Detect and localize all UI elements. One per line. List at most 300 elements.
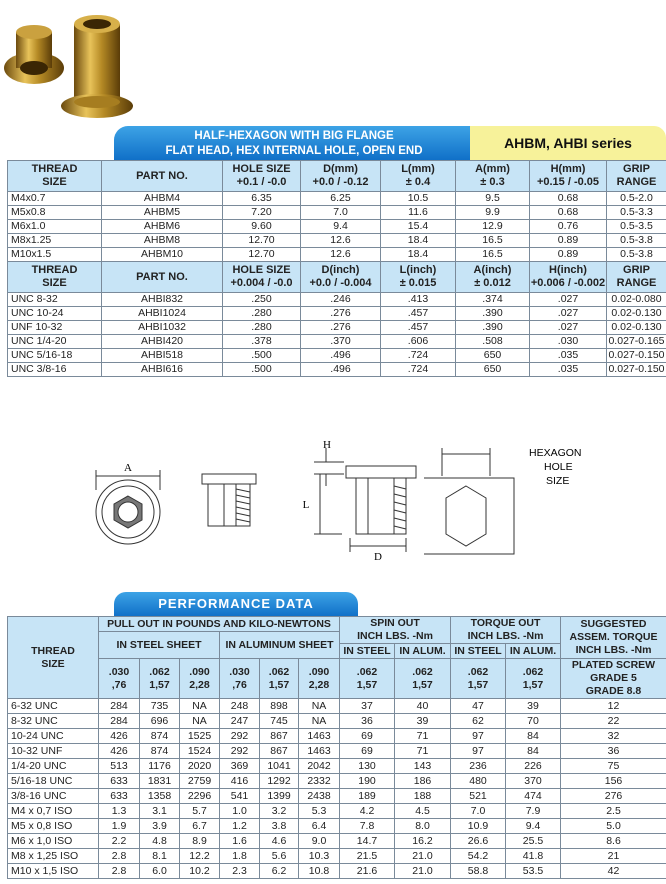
performance-table	[7, 616, 666, 879]
perf-cell: 21.5	[340, 849, 395, 864]
perf-cell: 75	[561, 759, 666, 774]
spec-cell: UNC 3/8-16	[8, 363, 102, 377]
perf-cell: 1399	[260, 789, 299, 804]
perf-row	[8, 759, 666, 774]
perf-cell: 6.7	[180, 819, 220, 834]
perf-cell: 2.5	[561, 804, 666, 819]
perf-cell: 513	[99, 759, 140, 774]
perf-row	[8, 789, 666, 804]
perf-cell: 1463	[299, 729, 340, 744]
perf-cell: M4 x 0,7 ISO	[8, 804, 99, 819]
spec-cell: .390	[456, 321, 530, 335]
spec-cell: 10.5	[381, 192, 456, 206]
perf-cell: M10 x 1,5 ISO	[8, 864, 99, 879]
spec-cell: 0.5-3.8	[607, 248, 666, 262]
perf-cell: 3.2	[260, 804, 299, 819]
perf-cell: 284	[99, 699, 140, 714]
spec-cell: 0.02-0.130	[607, 321, 666, 335]
perf-cell: 2296	[180, 789, 220, 804]
perf-row	[8, 729, 666, 744]
spec-cell: 16.5	[456, 234, 530, 248]
perf-cell: 284	[99, 714, 140, 729]
specification-table	[7, 160, 666, 377]
perf-cell: 1525	[180, 729, 220, 744]
perf-header-row-1	[8, 617, 666, 632]
perf-cell: 247	[220, 714, 260, 729]
spec-header-cell: THREAD SIZE	[8, 161, 102, 192]
perf-cell: 97	[451, 744, 506, 759]
perf-cell: 4.5	[395, 804, 451, 819]
perf-cell: 39	[506, 699, 561, 714]
perf-cell: 2.8	[99, 849, 140, 864]
spec-cell: .496	[301, 349, 381, 363]
perf-row	[8, 699, 666, 714]
perf-cell: 42	[561, 864, 666, 879]
spec-cell: M6x1.0	[8, 220, 102, 234]
perf-cell: 71	[395, 744, 451, 759]
perf-spin-steel-header: IN STEEL	[340, 644, 395, 659]
perf-cell: 7.9	[506, 804, 561, 819]
spec-cell: 7.20	[223, 206, 301, 220]
perf-cell: 58.8	[451, 864, 506, 879]
perf-cell: 156	[561, 774, 666, 789]
perf-row	[8, 744, 666, 759]
spec-cell: 0.5-3.5	[607, 220, 666, 234]
perf-cell: NA	[180, 699, 220, 714]
perf-cell: M6 x 1,0 ISO	[8, 834, 99, 849]
perf-thickness-cell: .062 1,57	[340, 659, 395, 699]
side-view-drawing	[202, 474, 256, 526]
perf-cell: 36	[340, 714, 395, 729]
spec-cell: AHBM5	[102, 206, 223, 220]
spec-cell: 6.35	[223, 192, 301, 206]
spec-header-cell: PART NO.	[102, 262, 223, 293]
perf-spin-alum-header: IN ALUM.	[395, 644, 451, 659]
spec-cell: .035	[530, 363, 607, 377]
banner-line-2: FLAT HEAD, HEX INTERNAL HOLE, OPEN END	[165, 145, 423, 157]
perf-pull-out-header: PULL OUT IN POUNDS AND KILO-NEWTONS	[99, 617, 340, 632]
perf-thread-size-header: THREAD SIZE	[8, 617, 99, 699]
spec-cell: 12.9	[456, 220, 530, 234]
spec-cell: AHBM10	[102, 248, 223, 262]
spec-cell: 12.6	[301, 234, 381, 248]
spec-cell: 0.5-2.0	[607, 192, 666, 206]
spec-cell: .030	[530, 335, 607, 349]
spec-header-cell: GRIP RANGE	[607, 262, 666, 293]
spec-cell: AHBI1032	[102, 321, 223, 335]
spec-cell: .457	[381, 321, 456, 335]
spec-header-row	[8, 161, 666, 192]
spec-cell: UNC 8-32	[8, 293, 102, 307]
spec-cell: UNC 10-24	[8, 307, 102, 321]
spec-cell: 7.0	[301, 206, 381, 220]
perf-cell: 40	[395, 699, 451, 714]
size-label: SIZE	[546, 475, 570, 487]
perf-spin-out-header: SPIN OUT INCH LBS. -Nm	[340, 617, 451, 644]
spec-cell: AHBI1024	[102, 307, 223, 321]
perf-cell: 3.1	[140, 804, 180, 819]
spec-cell: M5x0.8	[8, 206, 102, 220]
spec-cell: .500	[223, 363, 301, 377]
perf-cell: 4.8	[140, 834, 180, 849]
spec-cell: 650	[456, 349, 530, 363]
spec-cell: 0.89	[530, 234, 607, 248]
perf-cell: 37	[340, 699, 395, 714]
spec-cell: .413	[381, 293, 456, 307]
perf-cell: 696	[140, 714, 180, 729]
perf-cell: 426	[99, 729, 140, 744]
perf-cell: 6-32 UNC	[8, 699, 99, 714]
spec-cell: 9.4	[301, 220, 381, 234]
perf-cell: 1.3	[99, 804, 140, 819]
spec-row	[8, 363, 666, 377]
spec-cell: UNF 10-32	[8, 321, 102, 335]
perf-cell: 6.4	[299, 819, 340, 834]
perf-cell: 6.2	[260, 864, 299, 879]
perf-cell: 7.8	[340, 819, 395, 834]
spec-cell: 9.9	[456, 206, 530, 220]
perf-cell: 426	[99, 744, 140, 759]
perf-cell: 1.0	[220, 804, 260, 819]
spec-cell: .276	[301, 321, 381, 335]
spec-row	[8, 234, 666, 248]
perf-cell: 186	[395, 774, 451, 789]
spec-row	[8, 335, 666, 349]
perf-thickness-cell: .090 2,28	[299, 659, 340, 699]
spec-cell: AHBM8	[102, 234, 223, 248]
series-name: AHBM, AHBI series	[470, 126, 666, 160]
perf-aluminum-sheet-header: IN ALUMINUM SHEET	[220, 632, 340, 659]
perf-row	[8, 804, 666, 819]
perf-cell: 41.8	[506, 849, 561, 864]
perf-row	[8, 819, 666, 834]
perf-cell: 276	[561, 789, 666, 804]
spec-cell: 16.5	[456, 248, 530, 262]
perf-cell: 5/16-18 UNC	[8, 774, 99, 789]
spec-header-cell: L(inch) ± 0.015	[381, 262, 456, 293]
perf-cell: 84	[506, 729, 561, 744]
spec-cell: .378	[223, 335, 301, 349]
spec-cell: 650	[456, 363, 530, 377]
perf-cell: 62	[451, 714, 506, 729]
spec-cell: 9.5	[456, 192, 530, 206]
spec-row	[8, 206, 666, 220]
spec-row	[8, 349, 666, 363]
perf-cell: 2.8	[99, 864, 140, 879]
perf-cell: 867	[260, 744, 299, 759]
perf-cell: 1.6	[220, 834, 260, 849]
product-photo	[2, 4, 140, 122]
spec-cell: M8x1.25	[8, 234, 102, 248]
perf-row	[8, 774, 666, 789]
perf-cell: 10-32 UNF	[8, 744, 99, 759]
perf-cell: 8-32 UNC	[8, 714, 99, 729]
perf-cell: 9.4	[506, 819, 561, 834]
spec-header-cell: A(mm) ± 0.3	[456, 161, 530, 192]
perf-cell: 1.2	[220, 819, 260, 834]
perf-thickness-cell: .062 1,57	[451, 659, 506, 699]
spec-header-cell: H(mm) +0.15 / -0.05	[530, 161, 607, 192]
spec-cell: UNC 1/4-20	[8, 335, 102, 349]
perf-cell: 1831	[140, 774, 180, 789]
perf-cell: 226	[506, 759, 561, 774]
perf-cell: 10.2	[180, 864, 220, 879]
perf-cell: 369	[220, 759, 260, 774]
performance-title: PERFORMANCE DATA	[114, 592, 358, 616]
hole-label: HOLE	[544, 461, 573, 473]
perf-torque-alum-header: IN ALUM.	[506, 644, 561, 659]
dim-l-label: L	[302, 499, 310, 511]
spec-header-row	[8, 262, 666, 293]
perf-cell: 2.3	[220, 864, 260, 879]
perf-cell: 39	[395, 714, 451, 729]
perf-cell: 1524	[180, 744, 220, 759]
spec-cell: 0.02-0.080	[607, 293, 666, 307]
perf-cell: 5.6	[260, 849, 299, 864]
perf-thickness-cell: .030 ,76	[99, 659, 140, 699]
top-view-drawing	[96, 470, 160, 544]
perf-row	[8, 834, 666, 849]
spec-cell: 0.5-3.8	[607, 234, 666, 248]
perf-cell: 10-24 UNC	[8, 729, 99, 744]
perf-cell: 521	[451, 789, 506, 804]
perf-thickness-cell: .062 1,57	[506, 659, 561, 699]
spec-cell: .724	[381, 363, 456, 377]
perf-cell: NA	[299, 699, 340, 714]
perf-thickness-cell: .062 1,57	[260, 659, 299, 699]
spec-cell: AHBI832	[102, 293, 223, 307]
spec-cell: 0.02-0.130	[607, 307, 666, 321]
spec-cell: .280	[223, 321, 301, 335]
perf-cell: 8.1	[140, 849, 180, 864]
perf-cell: 236	[451, 759, 506, 774]
perf-cell: 248	[220, 699, 260, 714]
spec-cell: 12.70	[223, 248, 301, 262]
perf-cell: 874	[140, 744, 180, 759]
spec-cell: .500	[223, 349, 301, 363]
series-title-banner	[114, 126, 474, 160]
perf-cell: 71	[395, 729, 451, 744]
dimension-drawings	[84, 434, 594, 564]
perf-cell: 4.6	[260, 834, 299, 849]
perf-row	[8, 714, 666, 729]
perf-cell: 10.3	[299, 849, 340, 864]
spec-header-cell: THREAD SIZE	[8, 262, 102, 293]
spec-cell: 0.027-0.150	[608, 363, 665, 375]
hex-hole-drawing	[424, 448, 514, 554]
spec-header-cell: GRIP RANGE	[607, 161, 666, 192]
spec-header-cell: HOLE SIZE +0.004 / -0.0	[223, 262, 301, 293]
spec-cell: .250	[223, 293, 301, 307]
spec-cell: 0.027-0.150	[608, 349, 665, 361]
spec-row	[8, 220, 666, 234]
perf-cell: 1/4-20 UNC	[8, 759, 99, 774]
spec-cell: .276	[301, 307, 381, 321]
perf-cell: 416	[220, 774, 260, 789]
perf-cell: 21.6	[340, 864, 395, 879]
spec-cell: .035	[530, 349, 607, 363]
perf-cell: 474	[506, 789, 561, 804]
spec-cell: 0.027-0.165	[608, 335, 665, 347]
spec-cell: 18.4	[381, 248, 456, 262]
spec-header-cell: L(mm) ± 0.4	[381, 161, 456, 192]
perf-cell: M5 x 0,8 ISO	[8, 819, 99, 834]
perf-cell: 2020	[180, 759, 220, 774]
perf-cell: 3.9	[140, 819, 180, 834]
spec-cell: 9.60	[223, 220, 301, 234]
perf-cell: 2438	[299, 789, 340, 804]
perf-cell: 370	[506, 774, 561, 789]
perf-cell: 480	[451, 774, 506, 789]
spec-cell: .724	[381, 349, 456, 363]
perf-cell: 130	[340, 759, 395, 774]
perf-cell: 70	[506, 714, 561, 729]
dim-h-label: H	[323, 439, 331, 451]
spec-cell: 12.6	[301, 248, 381, 262]
spec-cell: .027	[530, 321, 607, 335]
perf-cell: 36	[561, 744, 666, 759]
perf-cell: 21.0	[395, 864, 451, 879]
spec-cell: 15.4	[381, 220, 456, 234]
perf-cell: 47	[451, 699, 506, 714]
perf-cell: 97	[451, 729, 506, 744]
perf-header-row-4	[8, 659, 666, 699]
spec-cell: AHBI616	[102, 363, 223, 377]
perf-cell: NA	[180, 714, 220, 729]
perf-thickness-cell: .030 ,76	[220, 659, 260, 699]
hexagon-label: HEXAGON	[529, 447, 582, 459]
spec-header-cell: A(inch) ± 0.012	[456, 262, 530, 293]
perf-cell: 8.6	[561, 834, 666, 849]
dim-d-label: D	[374, 551, 382, 563]
perf-cell: 8.9	[180, 834, 220, 849]
perf-cell: 1.9	[99, 819, 140, 834]
perf-cell: 5.0	[561, 819, 666, 834]
perf-cell: 1176	[140, 759, 180, 774]
spec-cell: 11.6	[381, 206, 456, 220]
spec-cell: AHBI420	[102, 335, 223, 349]
spec-cell: 0.89	[530, 248, 607, 262]
spec-header-cell: D(inch) +0.0 / -0.004	[301, 262, 381, 293]
perf-cell: 32	[561, 729, 666, 744]
spec-cell: .027	[530, 307, 607, 321]
perf-cell: M8 x 1,25 ISO	[8, 849, 99, 864]
spec-cell: .496	[301, 363, 381, 377]
spec-cell: UNC 5/16-18	[8, 349, 102, 363]
perf-cell: 21	[561, 849, 666, 864]
perf-cell: 69	[340, 729, 395, 744]
perf-suggested-header: SUGGESTED ASSEM. TORQUE INCH LBS. -Nm	[561, 617, 666, 659]
perf-cell: 22	[561, 714, 666, 729]
spec-cell: .280	[223, 307, 301, 321]
spec-cell: .370	[301, 335, 381, 349]
perf-cell: 874	[140, 729, 180, 744]
spec-cell: .374	[456, 293, 530, 307]
perf-thickness-cell: .090 2,28	[180, 659, 220, 699]
perf-cell: 745	[260, 714, 299, 729]
perf-row	[8, 849, 666, 864]
perf-cell: 25.5	[506, 834, 561, 849]
perf-cell: 898	[260, 699, 299, 714]
perf-cell: 190	[340, 774, 395, 789]
perf-cell: 54.2	[451, 849, 506, 864]
dim-a-label: A	[124, 462, 132, 474]
spec-cell: AHBM4	[102, 192, 223, 206]
spec-row	[8, 307, 666, 321]
perf-cell: 867	[260, 729, 299, 744]
perf-cell: 2.2	[99, 834, 140, 849]
banner-line-1: HALF-HEXAGON WITH BIG FLANGE	[194, 130, 394, 142]
spec-cell: AHBI518	[102, 349, 223, 363]
perf-thickness-cell: .062 1,57	[395, 659, 451, 699]
perf-cell: 2042	[299, 759, 340, 774]
spec-cell: .457	[381, 307, 456, 321]
perf-cell: 292	[220, 729, 260, 744]
section-view-drawing	[314, 448, 416, 552]
perf-cell: 12.2	[180, 849, 220, 864]
spec-cell: 0.68	[530, 206, 607, 220]
perf-cell: 541	[220, 789, 260, 804]
spec-cell: 18.4	[381, 234, 456, 248]
perf-cell: 6.0	[140, 864, 180, 879]
perf-cell: 26.6	[451, 834, 506, 849]
spec-header-cell: H(inch) +0.006 / -0.002	[530, 262, 607, 293]
spec-cell: 0.5-3.3	[607, 206, 666, 220]
perf-cell: 143	[395, 759, 451, 774]
perf-cell: 1041	[260, 759, 299, 774]
perf-cell: 2759	[180, 774, 220, 789]
perf-cell: 9.0	[299, 834, 340, 849]
perf-thickness-cell: .062 1,57	[140, 659, 180, 699]
perf-cell: 1463	[299, 744, 340, 759]
perf-torque-steel-header: IN STEEL	[451, 644, 506, 659]
perf-cell: 188	[395, 789, 451, 804]
spec-cell: 6.25	[301, 192, 381, 206]
perf-cell: 1358	[140, 789, 180, 804]
perf-cell: 14.7	[340, 834, 395, 849]
perf-cell: 633	[99, 774, 140, 789]
perf-torque-out-header: TORQUE OUT INCH LBS. -Nm	[451, 617, 561, 644]
perf-cell: 53.5	[506, 864, 561, 879]
perf-plated-screw-header: PLATED SCREW GRADE 5 GRADE 8.8	[561, 659, 666, 699]
spec-cell: M10x1.5	[8, 248, 102, 262]
spec-row	[8, 293, 666, 307]
spec-cell: .027	[530, 293, 607, 307]
perf-cell: 5.7	[180, 804, 220, 819]
perf-cell: 189	[340, 789, 395, 804]
perf-cell: 3.8	[260, 819, 299, 834]
spec-cell: .390	[456, 307, 530, 321]
spec-cell: AHBM6	[102, 220, 223, 234]
spec-cell: .606	[381, 335, 456, 349]
perf-cell: 735	[140, 699, 180, 714]
spec-cell: .246	[301, 293, 381, 307]
perf-cell: 4.2	[340, 804, 395, 819]
perf-cell: 84	[506, 744, 561, 759]
spec-cell: 0.68	[530, 192, 607, 206]
perf-cell: 21.0	[395, 849, 451, 864]
perf-cell: 10.8	[299, 864, 340, 879]
perf-cell: NA	[299, 714, 340, 729]
perf-cell: 1292	[260, 774, 299, 789]
spec-row	[8, 192, 666, 206]
perf-cell: 1.8	[220, 849, 260, 864]
perf-cell: 12	[561, 699, 666, 714]
spec-cell: 0.76	[530, 220, 607, 234]
perf-steel-sheet-header: IN STEEL SHEET	[99, 632, 220, 659]
spec-header-cell: HOLE SIZE +0.1 / -0.0	[223, 161, 301, 192]
perf-cell: 8.0	[395, 819, 451, 834]
